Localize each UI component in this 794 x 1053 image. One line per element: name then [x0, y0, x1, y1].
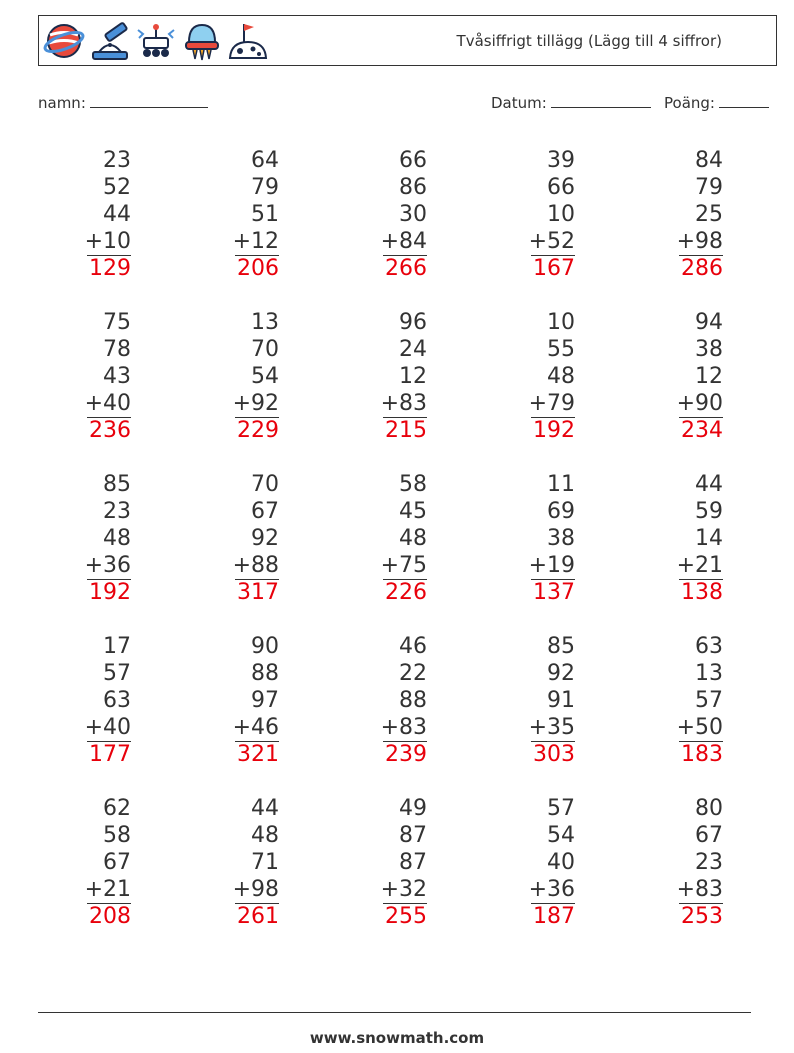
- answer: 261: [237, 904, 279, 929]
- addend: 59: [695, 499, 723, 524]
- answer: 226: [385, 580, 427, 605]
- header-icons: [43, 20, 269, 62]
- addend: 69: [547, 499, 575, 524]
- addend: 63: [103, 688, 131, 713]
- addend: 70: [251, 337, 279, 362]
- addition-problem: [653, 795, 723, 930]
- answer: 229: [237, 418, 279, 443]
- addend: 22: [399, 661, 427, 686]
- addend: 38: [695, 337, 723, 362]
- answer: 317: [237, 580, 279, 605]
- date-label: Datum:: [491, 94, 547, 112]
- addend: 55: [547, 337, 575, 362]
- answer: 286: [681, 256, 723, 281]
- addend: 44: [251, 796, 279, 821]
- answer: 239: [385, 742, 427, 767]
- addend: 57: [547, 796, 575, 821]
- addend: 62: [103, 796, 131, 821]
- addend: 96: [399, 310, 427, 335]
- addition-problem: [505, 795, 575, 930]
- addition-problem: [209, 795, 279, 930]
- addend: 13: [251, 310, 279, 335]
- addition-problem: [209, 309, 279, 444]
- addition-problem: [357, 471, 427, 606]
- addend: 66: [399, 148, 427, 173]
- addition-problem: [61, 147, 131, 282]
- addend: 49: [399, 796, 427, 821]
- addend: 51: [251, 202, 279, 227]
- last-addend: +75: [380, 553, 427, 578]
- answer: 137: [533, 580, 575, 605]
- last-addend: +98: [232, 877, 279, 902]
- addend: 57: [695, 688, 723, 713]
- addition-problem: [653, 309, 723, 444]
- addend: 23: [103, 148, 131, 173]
- last-addend: +90: [676, 391, 723, 416]
- last-addend: +35: [528, 715, 575, 740]
- addend: 23: [695, 850, 723, 875]
- answer: 183: [681, 742, 723, 767]
- last-addend: +92: [232, 391, 279, 416]
- addition-problem: [209, 147, 279, 282]
- last-addend: +83: [676, 877, 723, 902]
- score-field[interactable]: [664, 93, 769, 112]
- answer: 236: [89, 418, 131, 443]
- addition-problem: [357, 633, 427, 768]
- addend: 38: [547, 526, 575, 551]
- last-addend: +98: [676, 229, 723, 254]
- addend: 91: [547, 688, 575, 713]
- addend: 17: [103, 634, 131, 659]
- answer: 192: [89, 580, 131, 605]
- addend: 52: [103, 175, 131, 200]
- last-addend: +36: [84, 553, 131, 578]
- answer: 215: [385, 418, 427, 443]
- last-addend: +83: [380, 391, 427, 416]
- moon-flag-icon: [227, 20, 269, 62]
- addend: 58: [399, 472, 427, 497]
- answer: 167: [533, 256, 575, 281]
- last-addend: +83: [380, 715, 427, 740]
- addend: 87: [399, 823, 427, 848]
- addition-problem: [505, 633, 575, 768]
- last-addend: +88: [232, 553, 279, 578]
- addend: 10: [547, 202, 575, 227]
- addend: 12: [695, 364, 723, 389]
- addition-problem: [653, 633, 723, 768]
- addition-problem: [505, 309, 575, 444]
- answer: 266: [385, 256, 427, 281]
- addend: 70: [251, 472, 279, 497]
- answer: 253: [681, 904, 723, 929]
- addend: 45: [399, 499, 427, 524]
- addend: 23: [103, 499, 131, 524]
- answer: 129: [89, 256, 131, 281]
- addend: 44: [695, 472, 723, 497]
- last-addend: +46: [232, 715, 279, 740]
- addition-problem: [61, 633, 131, 768]
- last-addend: +10: [84, 229, 131, 254]
- last-addend: +21: [84, 877, 131, 902]
- answer: 255: [385, 904, 427, 929]
- answer: 234: [681, 418, 723, 443]
- addend: 39: [547, 148, 575, 173]
- addend: 84: [695, 148, 723, 173]
- addend: 10: [547, 310, 575, 335]
- spaceship-icon: [181, 20, 223, 62]
- last-addend: +40: [84, 715, 131, 740]
- worksheet-title: Tvåsiffrigt tillägg (Lägg till 4 siffror): [456, 32, 722, 50]
- last-addend: +36: [528, 877, 575, 902]
- addend: 46: [399, 634, 427, 659]
- addend: 86: [399, 175, 427, 200]
- score-label: Poäng:: [664, 94, 715, 112]
- addition-problem: [505, 147, 575, 282]
- addition-problem: [61, 471, 131, 606]
- addition-problem: [209, 633, 279, 768]
- addend: 54: [547, 823, 575, 848]
- addend: 40: [547, 850, 575, 875]
- moon-rover-icon: [135, 20, 177, 62]
- addend: 78: [103, 337, 131, 362]
- date-line: [551, 93, 651, 108]
- addend: 24: [399, 337, 427, 362]
- addend: 67: [251, 499, 279, 524]
- last-addend: +32: [380, 877, 427, 902]
- addend: 79: [695, 175, 723, 200]
- addition-problem: [209, 471, 279, 606]
- addition-problem: [653, 471, 723, 606]
- footer-site: www.snowmath.com: [309, 1029, 485, 1047]
- name-field[interactable]: [38, 93, 208, 112]
- answer: 177: [89, 742, 131, 767]
- worksheet-header: [38, 15, 777, 66]
- addition-problem: [61, 309, 131, 444]
- addend: 43: [103, 364, 131, 389]
- last-addend: +52: [528, 229, 575, 254]
- addition-problem: [653, 147, 723, 282]
- addend: 48: [399, 526, 427, 551]
- addend: 80: [695, 796, 723, 821]
- planet-icon: [43, 20, 85, 62]
- last-addend: +84: [380, 229, 427, 254]
- addition-problem: [357, 147, 427, 282]
- addend: 94: [695, 310, 723, 335]
- score-line: [719, 93, 769, 108]
- answer: 187: [533, 904, 575, 929]
- last-addend: +79: [528, 391, 575, 416]
- addend: 48: [547, 364, 575, 389]
- addend: 13: [695, 661, 723, 686]
- addend: 67: [103, 850, 131, 875]
- answer: 206: [237, 256, 279, 281]
- addend: 63: [695, 634, 723, 659]
- addend: 44: [103, 202, 131, 227]
- addend: 64: [251, 148, 279, 173]
- addend: 12: [399, 364, 427, 389]
- addend: 48: [103, 526, 131, 551]
- answer: 138: [681, 580, 723, 605]
- addend: 48: [251, 823, 279, 848]
- addend: 14: [695, 526, 723, 551]
- addend: 67: [695, 823, 723, 848]
- addend: 85: [547, 634, 575, 659]
- addend: 92: [547, 661, 575, 686]
- addend: 25: [695, 202, 723, 227]
- name-line: [90, 93, 208, 108]
- addend: 88: [399, 688, 427, 713]
- last-addend: +50: [676, 715, 723, 740]
- addition-problem: [357, 795, 427, 930]
- addend: 97: [251, 688, 279, 713]
- addition-problem: [61, 795, 131, 930]
- telescope-icon: [89, 20, 131, 62]
- answer: 303: [533, 742, 575, 767]
- name-label: namn:: [38, 94, 86, 112]
- addend: 87: [399, 850, 427, 875]
- addend: 79: [251, 175, 279, 200]
- last-addend: +21: [676, 553, 723, 578]
- date-field[interactable]: [491, 93, 651, 112]
- addend: 85: [103, 472, 131, 497]
- addend: 58: [103, 823, 131, 848]
- last-addend: +12: [232, 229, 279, 254]
- addition-problem: [357, 309, 427, 444]
- addend: 57: [103, 661, 131, 686]
- addend: 11: [547, 472, 575, 497]
- addend: 71: [251, 850, 279, 875]
- answer: 321: [237, 742, 279, 767]
- addend: 75: [103, 310, 131, 335]
- addend: 30: [399, 202, 427, 227]
- addend: 88: [251, 661, 279, 686]
- addition-problem: [505, 471, 575, 606]
- addend: 90: [251, 634, 279, 659]
- last-addend: +19: [528, 553, 575, 578]
- answer: 208: [89, 904, 131, 929]
- addend: 54: [251, 364, 279, 389]
- last-addend: +40: [84, 391, 131, 416]
- addend: 66: [547, 175, 575, 200]
- answer: 192: [533, 418, 575, 443]
- footer-divider: [38, 1012, 751, 1013]
- addend: 92: [251, 526, 279, 551]
